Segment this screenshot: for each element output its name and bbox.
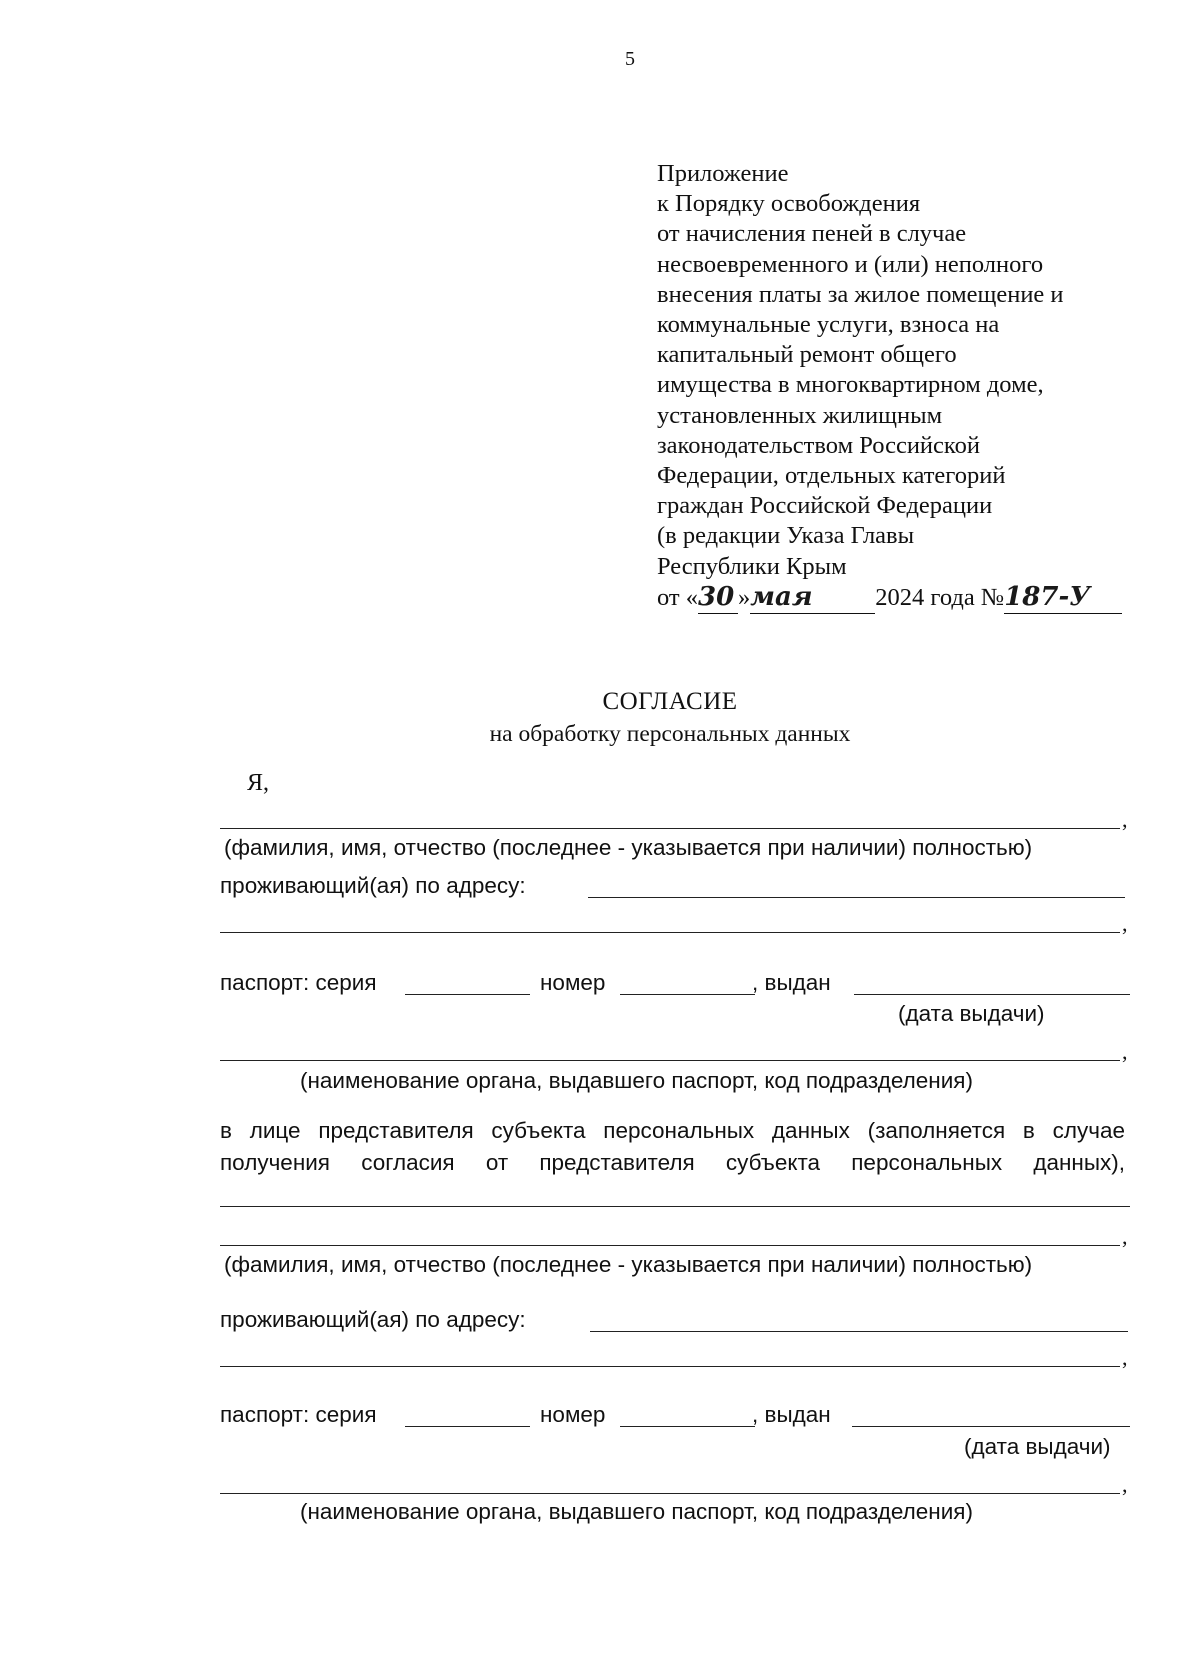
rep-issue-date-caption: (дата выдачи) <box>964 1434 1111 1459</box>
passport-issued-field[interactable] <box>854 994 1130 995</box>
appendix-line: имущества в многоквартирном доме, <box>657 371 1044 399</box>
passport-series-field[interactable] <box>405 994 530 995</box>
comma: , <box>1122 1345 1128 1370</box>
appendix-line: к Порядку освобождения <box>657 190 921 218</box>
address-field-line2[interactable] <box>220 932 1120 933</box>
address-field[interactable] <box>588 897 1125 898</box>
comma: , <box>1122 1039 1128 1064</box>
comma: , <box>1122 1472 1128 1497</box>
date-year: 2024 года № <box>875 583 1005 611</box>
rep-issuer-field[interactable] <box>220 1493 1120 1494</box>
handwritten-day: 30 <box>698 581 735 612</box>
date-mid: » <box>738 583 751 611</box>
appendix-line: (в редакции Указа Главы <box>657 522 915 550</box>
rep-passport-issued-label: , выдан <box>752 1402 831 1427</box>
passport-number-field[interactable] <box>620 994 755 995</box>
decree-date-line <box>657 582 1187 614</box>
rep-fio-caption: (фамилия, имя, отчество (последнее - указывается при наличии) полностью) <box>224 1252 1033 1277</box>
rep-address-field[interactable] <box>590 1331 1128 1332</box>
rep-issuer-caption: (наименование органа, выдавшего паспорт, код подразделения) <box>300 1499 973 1524</box>
issuer-field[interactable] <box>220 1060 1120 1061</box>
rep-passport-number-label: номер <box>540 1402 606 1427</box>
issue-date-caption: (дата выдачи) <box>898 1001 1045 1026</box>
appendix-line: внесения платы за жилое помещение и <box>657 280 1064 308</box>
document-subtitle: на обработку персональных данных <box>489 721 851 747</box>
appendix-line: капитальный ремонт общего <box>657 341 957 369</box>
appendix-line: несвоевременного и (или) неполного <box>657 250 1044 278</box>
appendix-line: от начисления пеней в случае <box>657 220 967 248</box>
appendix-line: Республики Крым <box>657 552 847 580</box>
passport-issued-label: , выдан <box>752 970 831 995</box>
representative-text-line1: в лице представителя субъекта персональных данных (заполняется в случае <box>220 1118 1125 1143</box>
rep-address-field-line2[interactable] <box>220 1366 1120 1367</box>
representative-field-line1[interactable] <box>220 1206 1130 1207</box>
appendix-line: установленных жилищным <box>657 401 943 429</box>
appendix-line: Приложение <box>657 160 789 187</box>
rep-address-label: проживающий(ая) по адресу: <box>220 1307 526 1332</box>
fio-caption: (фамилия, имя, отчество (последнее - указывается при наличии) полностью) <box>224 835 1033 860</box>
fio-field[interactable] <box>220 828 1120 829</box>
appendix-line: законодательством Российской <box>657 431 980 459</box>
rep-passport-number-field[interactable] <box>620 1426 755 1427</box>
passport-number-label: номер <box>540 970 606 995</box>
comma: , <box>1122 1224 1128 1249</box>
passport-series-label: паспорт: серия <box>220 970 377 995</box>
number-blank <box>1004 582 1122 614</box>
handwritten-month: мая <box>750 581 813 612</box>
handwritten-decree-number: 187-У <box>1004 581 1091 612</box>
comma: , <box>1122 807 1128 832</box>
rep-passport-series-field[interactable] <box>405 1426 530 1427</box>
representative-text-line2: получения согласия от представителя субъекта персональных данных), <box>220 1150 1125 1175</box>
ya-label: Я, <box>247 770 270 796</box>
rep-passport-series-label: паспорт: серия <box>220 1402 377 1427</box>
appendix-header <box>657 159 1187 614</box>
rep-passport-issued-field[interactable] <box>852 1426 1130 1427</box>
day-blank <box>698 582 738 614</box>
appendix-line: коммунальные услуги, взноса на <box>657 311 1000 339</box>
comma: , <box>1122 911 1128 936</box>
appendix-line: Федерации, отдельных категорий <box>657 462 1006 490</box>
date-prefix: от « <box>657 583 699 611</box>
page-number: 5 <box>625 48 635 70</box>
representative-field-line2[interactable] <box>220 1245 1120 1246</box>
document-title: СОГЛАСИЕ <box>602 688 738 715</box>
address-label: проживающий(ая) по адресу: <box>220 873 526 898</box>
issuer-caption: (наименование органа, выдавшего паспорт, код подразделения) <box>300 1068 973 1093</box>
appendix-line: граждан Российской Федерации <box>657 492 993 520</box>
month-blank <box>750 582 875 614</box>
